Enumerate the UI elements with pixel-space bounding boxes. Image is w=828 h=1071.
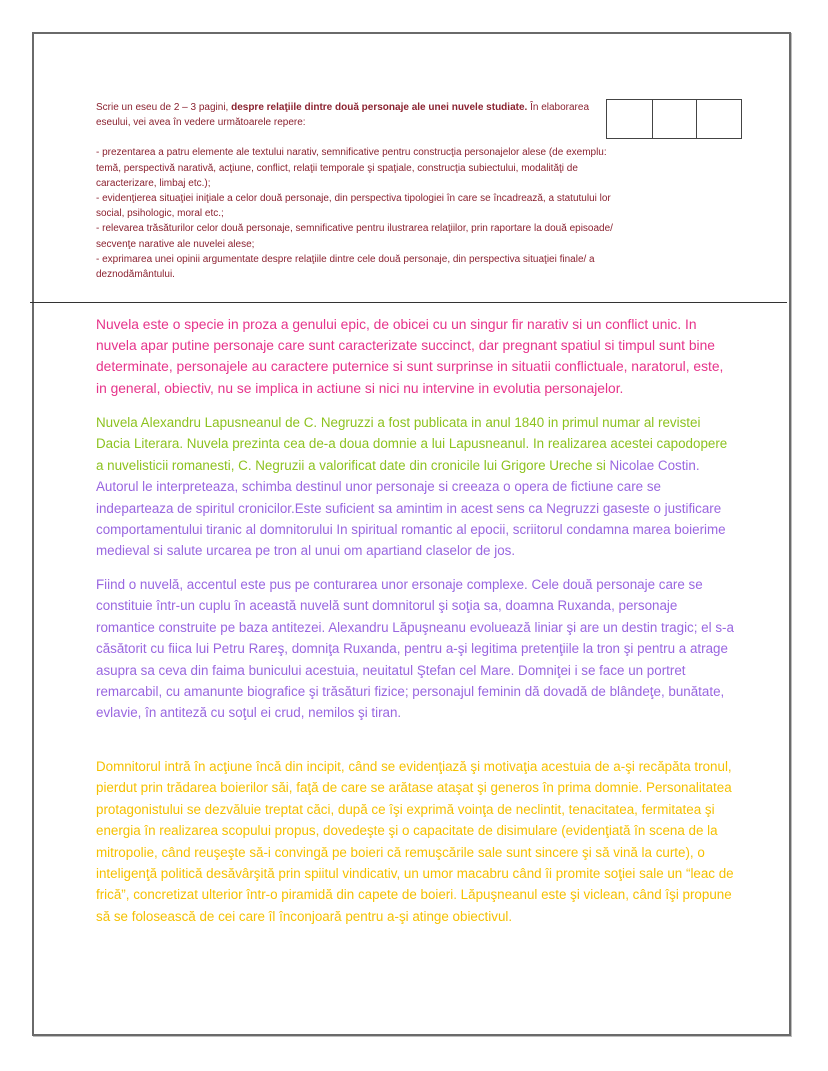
instruction-item: - relevarea trăsăturilor celor două personaje, semnificative pentru ilustrarea relaţiilor, prin raportare la două episoade/ secvenţe narative ale nuvelei alese; bbox=[96, 223, 613, 250]
essay-paragraph-1 bbox=[96, 314, 736, 399]
paragraph-text: Nuvela este o specie in proza a genului epic, de obicei cu un singur fir narativ si un conflict unic. In nuvela apar putine personaje care sunt caracterizate succinct, dar pregnant spatiul si timpul sunt bine determinate, personajele au caractere puternice si sunt surprinse in situatii conflictuale, naratorul, este, in general, obiectiv, nu se implica in actiune si nici nu intervine in evolutia personajelor. bbox=[96, 317, 724, 396]
score-box bbox=[606, 99, 742, 139]
intro-text-end: În elaborarea eseului, vei avea în vedere următoarele repere: bbox=[96, 102, 590, 129]
instruction-item: - evidenţierea situaţiei iniţiale a celor două personaje, din perspectiva tipologiei în care se încadrează, a statutului lor social, psihologic, moral etc.; bbox=[96, 193, 611, 220]
score-cell bbox=[607, 100, 652, 138]
instruction-item: - exprimarea unei opinii argumentate despre relaţiile dintre cele două personaje, din perspectiva situaţiei finale/ a deznodământului. bbox=[96, 253, 595, 281]
paragraph-text: Domnitorul intră în acţiune încă din incipit, când se evidenţiază şi motivaţia acestuia de a-şi recăpăta tronul, pierdut prin trădarea boierilor săi, faţă de care se arătase ataşat şi generos în prima domnie. Personalitatea protagonistului se dezvăluie treptat căci, după ce îşi exprimă voinţa de neclintit, tenacitatea, fermitatea şi energia în realizarea scopului propus, dovedeşte şi o capacitate de disimulare (evidenţiată în scena de la mitropolie, când reuşeşte să-i convingă pe boieri că remuşcările sale sunt sincere şi să vină la curte), o inteligenţă politică desăvârşită prin spiitul vindicativ, un umor macabru când îi promite soţiei sale un “leac de frică”, concretizat ulterior într-o piramidă din capete de boieri. Lăpuşneanul este şi viclean, când îşi propune să se folosească de cei care îl înconjoară pentru a-şi atinge obiectivul. bbox=[96, 759, 734, 924]
intro-text: Scrie un eseu de 2 – 3 pagini, bbox=[96, 102, 232, 113]
essay-paragraph-2 bbox=[96, 412, 736, 562]
instruction-item: - prezentarea a patru elemente ale textului narativ, semnificative pentru construcţia personajelor alese (de exemplu: temă, perspectivă narativă, acţiune, conflict, relaţii temporale şi spaţiale, construcţia subiectului, modalităţi de caracterizare, limbaj etc.); bbox=[96, 147, 607, 189]
paragraph-text-purple: Nicolae Costin. Autorul le interpreteaza, schimba destinul unor personaje si creeaza o opera de fictiune care se indeparteaza de spiritul cronicilor.Este suficient sa amintim in acest sens ca Negruzzi gaseste o justificare comportamentului tiranic al domnitorului In spiritual romantic al epocii, scriitorul condamna marea boierime medieval si salute urcarea pe tron al unui om apartiand claselor de jos. bbox=[96, 457, 726, 559]
paragraph-text bbox=[96, 412, 736, 562]
section-divider bbox=[30, 302, 787, 303]
score-cell bbox=[696, 100, 741, 138]
essay-paragraph-3 bbox=[96, 574, 736, 724]
instructions-intro bbox=[96, 100, 626, 130]
paragraph-text: Fiind o nuvelă, accentul este pus pe conturarea unor ersonaje complexe. Cele două personaje care se constituie într-un cuplu în această nuvelă sunt domnitorul şi soţia sa, doamna Ruxanda, personaje romantice construite pe baza antitezei. Alexandru Lăpuşneanu evoluează liniar şi are un destin tragic; el s-a căsătorit cu fiica lui Petru Rareş, domniţa Ruxanda, pentru a-şi legitima pretenţiile la tron şi pentru a atrage asupra sa ceva din faima bunicului acestuia, neuitatul Ştefan cel Mare. Domniţei i se face un portret remarcabil, cu amanunte biografice şi trăsături fizice; personajul feminin dă dovadă de blândeţe, bunătate, evlavie, în antiteză cu soţul ei crud, nemilos şi tiran. bbox=[96, 577, 734, 721]
intro-bold-text: despre relaţiile dintre două personaje ale unei nuvele studiate. bbox=[231, 102, 528, 113]
essay-paragraph-4 bbox=[96, 756, 736, 927]
score-cell bbox=[652, 100, 697, 138]
paragraph-text-green: Nuvela Alexandru Lapusneanul de C. Negruzzi a fost publicata in anul 1840 in primul numar al revistei Dacia Literara. Nuvela prezinta cea de-a doua domnie a lui Lapusneanul. In realizarea acestei capodopere a nuvelisticii romanesti, C. Negruzii a valorificat date din cronicile lui Grigore Ureche si bbox=[96, 415, 728, 473]
exam-instructions bbox=[96, 100, 626, 282]
